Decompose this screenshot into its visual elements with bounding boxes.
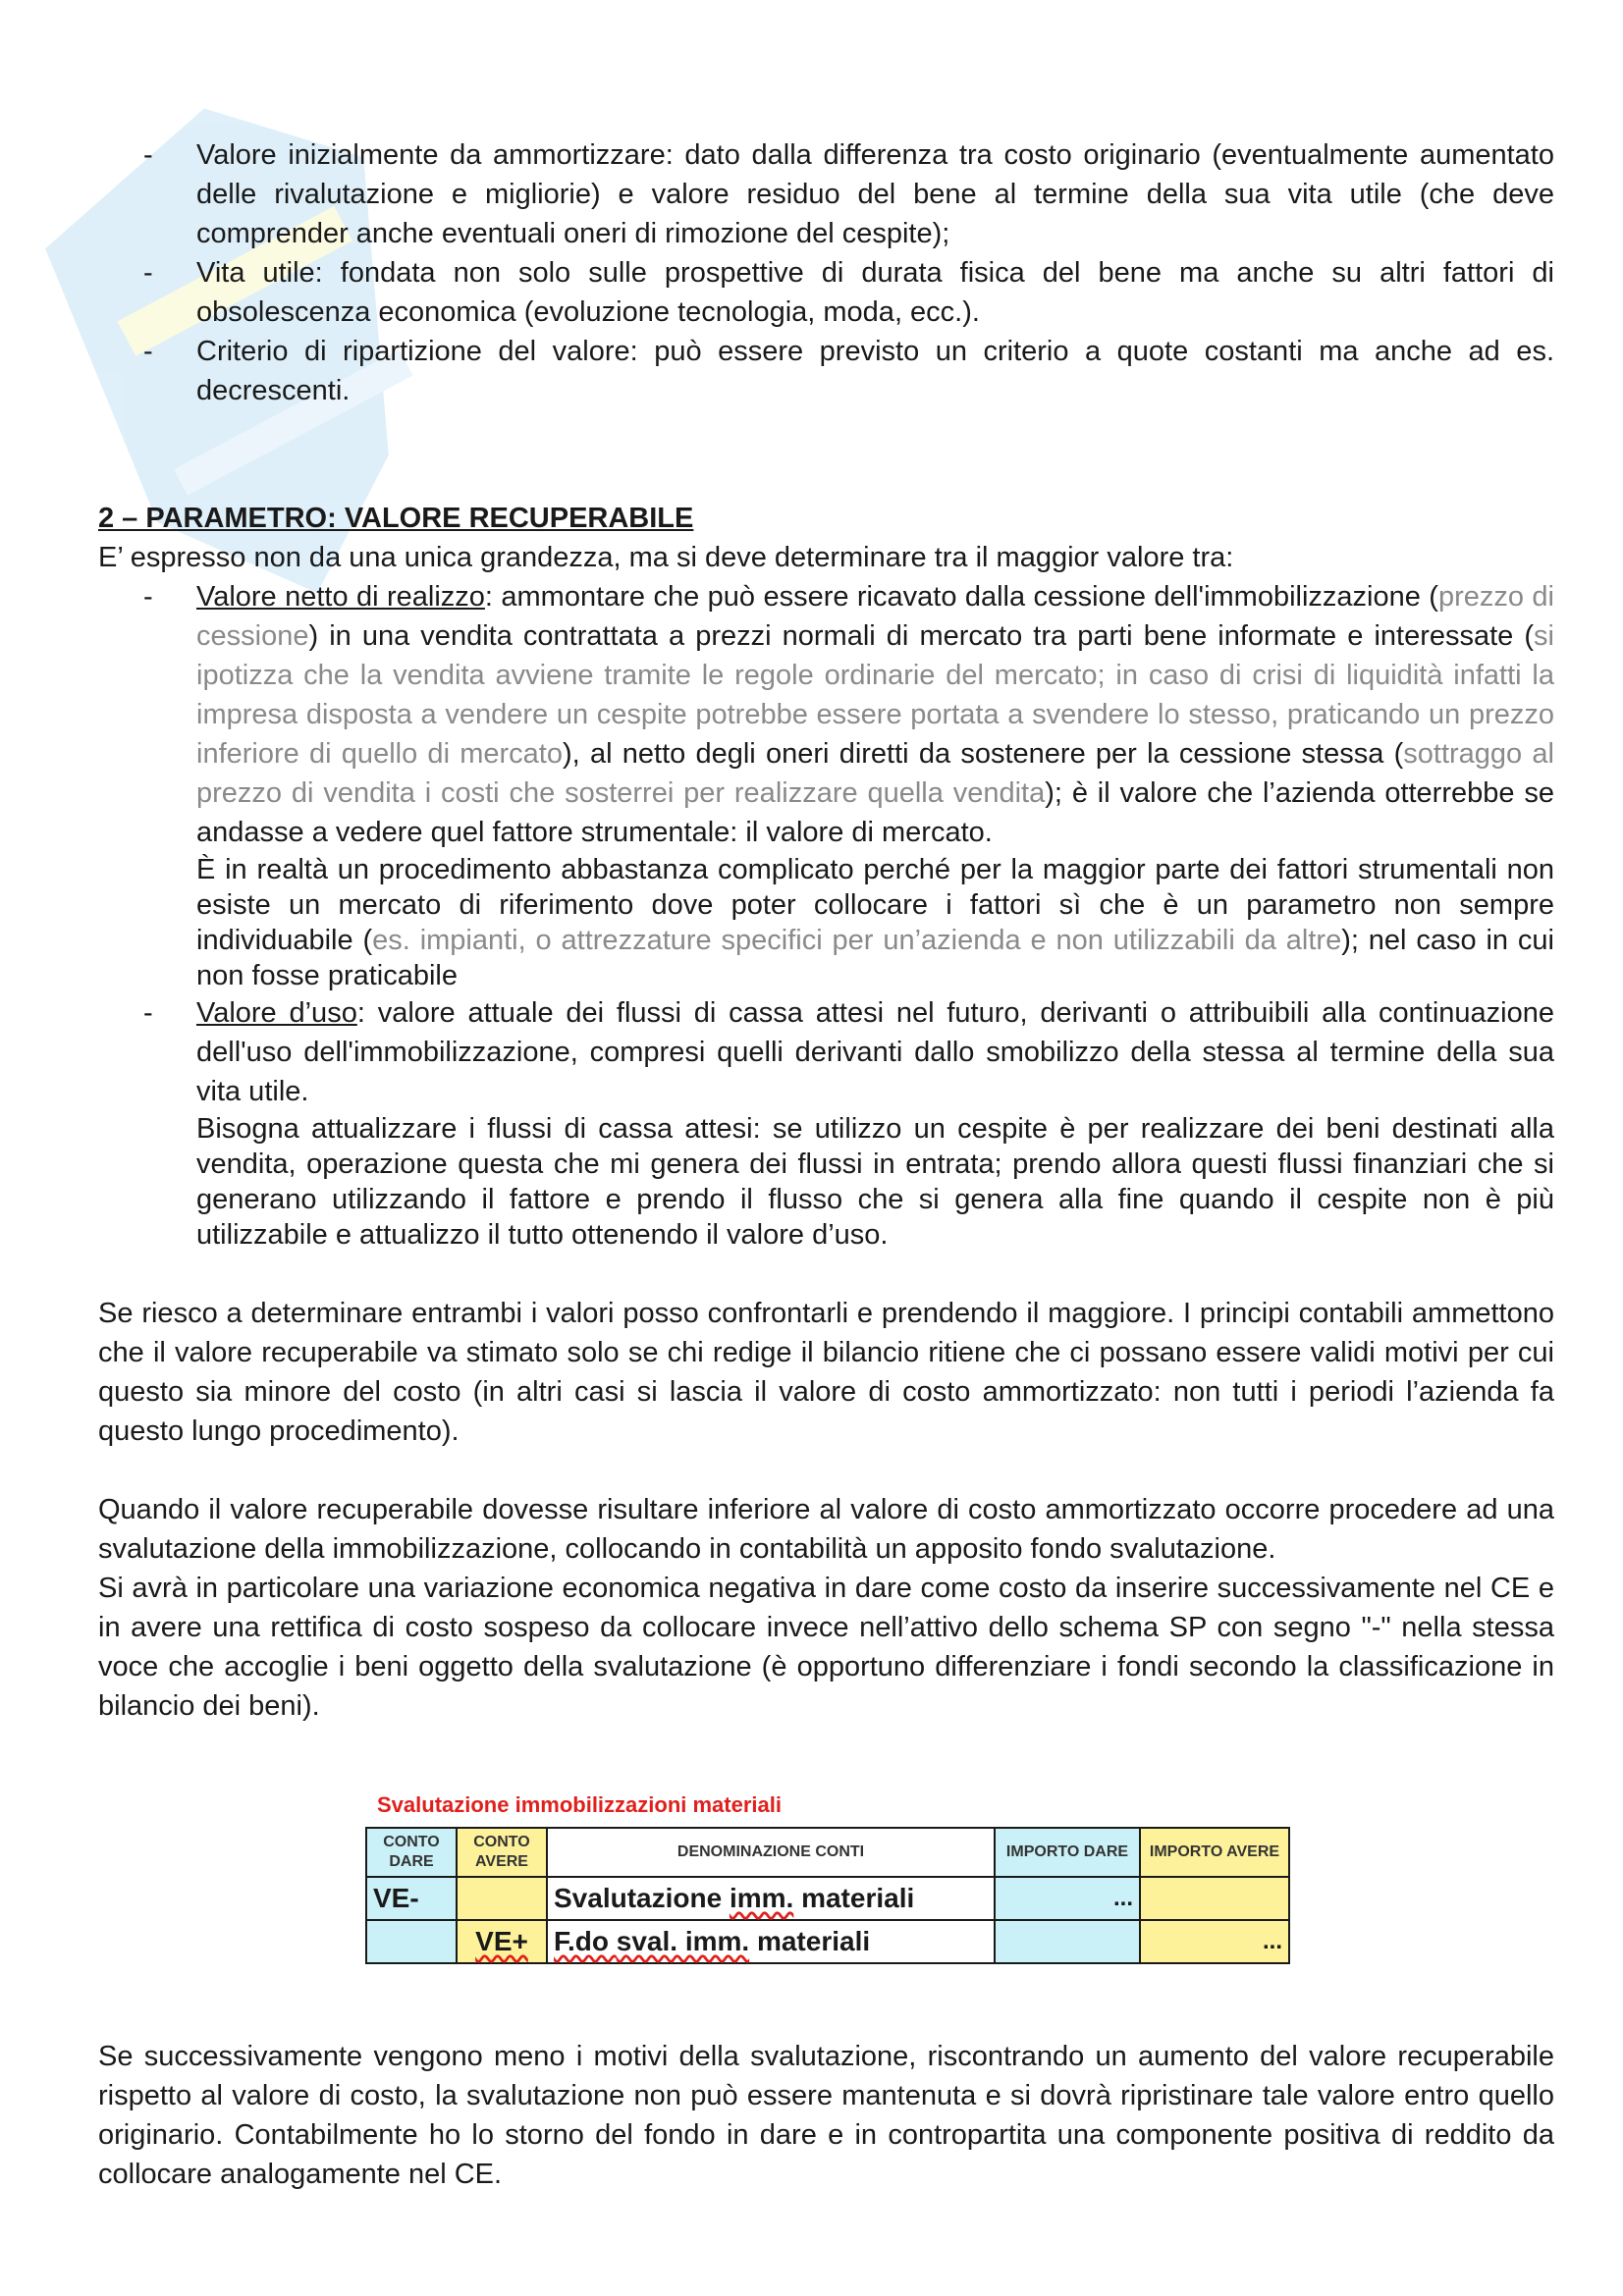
bullet-vita-utile <box>98 253 1554 332</box>
conto-text: materiali <box>749 1926 871 1956</box>
term-valore-uso: Valore d’uso <box>196 997 357 1029</box>
bullet-text: Valore inizialmente da ammortizzare: dato dalla differenza tra costo originario (eventualmente aumentato delle rivalutazione e migliorie) e valore residuo del bene al termine della sua vita utile (che deve comprender anche eventuali oneri di rimozione del cespite); <box>196 139 1554 249</box>
bullet-valore-uso <box>98 993 1554 1111</box>
table-row <box>366 1920 1289 1963</box>
cell-importo-dare: ... <box>995 1877 1140 1920</box>
text-segment: : valore attuale dei flussi di cassa attesi nel futuro, derivanti o attribuibili alla continuazione dell'uso dell'immobilizzazione, compresi quelli derivanti dallo smobilizzo della stessa al termine della sua vita utile. <box>196 997 1554 1107</box>
gray-note: si ipotizza che la vendita avviene tramite le regole ordinarie del mercato; in caso di crisi di liquidità infatti la impresa disposta a vendere un cespite potrebbe essere portata a svendere lo stesso, praticando un prezzo inferiore di quello di mercato <box>196 620 1554 770</box>
bullet-dash: - <box>143 139 153 171</box>
conto-text: Svalutazione <box>554 1883 730 1913</box>
header-importo-avere: IMPORTO AVERE <box>1140 1828 1289 1877</box>
header-conto-avere: CONTO AVERE <box>457 1828 547 1877</box>
cell-conto-avere <box>457 1877 547 1920</box>
accounting-table <box>365 1827 1290 1964</box>
text-segment: ), al netto degli oneri diretti da sostenere per la cessione stessa ( <box>563 738 1404 770</box>
bullet-continuation <box>98 1111 1554 1253</box>
cell-denominazione <box>547 1877 995 1920</box>
bullet-dash: - <box>143 581 153 613</box>
bullet-dash: - <box>143 257 153 289</box>
bullet-text: Vita utile: fondata non solo sulle prospettive di durata fisica del bene ma anche su altri fattori di obsolescenza economica (evoluzione tecnologia, moda, ecc.). <box>196 257 1554 328</box>
bullet-criterio-ripartizione <box>98 332 1554 410</box>
text-segment: ); nel caso in cui non fosse praticabile <box>196 925 1554 991</box>
table-header-row <box>366 1828 1289 1877</box>
conto-text: sval. imm. <box>616 1926 750 1956</box>
text-segment: ) in una vendita contrattata a prezzi normali di mercato tra parti bene informate e interessate ( <box>308 620 1535 652</box>
gray-note: sottraggo al prezzo di vendita i costi che sosterrei per realizzare quella vendita <box>196 738 1554 809</box>
text-segment: È in realtà un procedimento abbastanza complicato perché per la maggior parte dei fattori strumentali non esiste un mercato di riferimento dove poter collocare i fattori sì che è un parametro non sempre individuabile ( <box>196 854 1554 956</box>
section-intro: E’ espresso non da una unica grandezza, ma si deve determinare tra il maggior valore tra: <box>98 542 1234 573</box>
paragraph-ripristino: Se successivamente vengono meno i motivi della svalutazione, riscontrando un aumento del valore recuperabile rispetto al valore di costo, la svalutazione non può essere mantenuta e si dovrà ripristinare tale valore entro quello originario. Contabilmente ho lo storno del fondo in dare e in contropartita una componente positiva di reddito da collocare analogamente nel CE. <box>98 2041 1554 2190</box>
section-heading: 2 – PARAMETRO: VALORE RECUPERABILE <box>98 503 694 534</box>
document-body <box>98 135 1554 1726</box>
gray-note: prezzo di cessione <box>196 581 1554 652</box>
bullet-text: Criterio di ripartizione del valore: può essere previsto un criterio a quote costanti ma anche ad es. decrescenti. <box>196 336 1554 406</box>
bullet-valore-netto-realizzo <box>98 577 1554 852</box>
cell-conto-dare <box>366 1920 457 1963</box>
cell-conto-avere <box>457 1920 547 1963</box>
gray-note: es. impianti, o attrezzature specifici per un’azienda e non utilizzabili da altre <box>372 925 1342 956</box>
paragraph-svalutazione: Quando il valore recuperabile dovesse risultare inferiore al valore di costo ammortizzato occorre procedere ad una svalutazione della immobilizzazione, collocando in contabilità un apposito fondo svalutazione. <box>98 1494 1554 1565</box>
text-segment: : ammontare che può essere ricavato dalla cessione dell'immobilizzazione ( <box>484 581 1438 613</box>
conto-text: F.do <box>554 1926 617 1956</box>
text-segment: Bisogna attualizzare i flussi di cassa attesi: se utilizzo un cespite è per realizzare dei beni destinati alla vendita, operazione questa che mi genera dei flussi in entrata; prendo allora questi flussi finanziari che si generano utilizzando il fattore e prendo il flusso che si genera alla fine quando il cespite non è più utilizzabile e attualizzo il tutto ottenendo il valore d’uso. <box>196 1113 1554 1251</box>
bullet-dash: - <box>143 336 153 367</box>
bullet-continuation <box>98 852 1554 993</box>
cell-importo-dare <box>995 1920 1140 1963</box>
paragraph-variazione: Si avrà in particolare una variazione economica negativa in dare come costo da inserire successivamente nel CE e in avere una rettifica di costo sospeso da collocare invece nell’attivo dello schema SP con segno "-" nella stessa voce che accoglie i beni oggetto della svalutazione (è opportuno differenziare i fondi secondo la classificazione in bilancio dei beni). <box>98 1573 1554 1722</box>
header-denominazione: DENOMINAZIONE CONTI <box>547 1828 995 1877</box>
cell-importo-avere <box>1140 1877 1289 1920</box>
bullet-dash: - <box>143 997 153 1029</box>
table-row <box>366 1877 1289 1920</box>
paragraph-confronto: Se riesco a determinare entrambi i valori posso confrontarli e prendendo il maggiore. I principi contabili ammettono che il valore recuperabile va stimato solo se chi redige il bilancio ritiene che ci possano essere validi motivi per cui questo sia minore del costo (in altri casi si lascia il valore di costo ammortizzato: non tutti i periodi l’azienda fa questo lungo procedimento). <box>98 1298 1554 1447</box>
bullet-valore-iniziale <box>98 135 1554 253</box>
document-body-end <box>98 2037 1554 2194</box>
conto-code: VE+ <box>475 1926 528 1956</box>
cell-conto-dare: VE- <box>366 1877 457 1920</box>
cell-importo-avere: ... <box>1140 1920 1289 1963</box>
table-title: Svalutazione immobilizzazioni materiali <box>377 1792 782 1817</box>
term-valore-netto: Valore netto di realizzo <box>196 581 485 613</box>
header-importo-dare: IMPORTO DARE <box>995 1828 1140 1877</box>
conto-text: imm. <box>729 1883 794 1913</box>
text-segment: ); è il valore che l’azienda otterrebbe se andasse a vedere quel fattore strumentale: il valore di mercato. <box>196 777 1554 848</box>
header-conto-dare: CONTO DARE <box>366 1828 457 1877</box>
cell-denominazione <box>547 1920 995 1963</box>
conto-text: materiali <box>793 1883 915 1913</box>
accounting-table-block <box>365 1791 1288 1964</box>
